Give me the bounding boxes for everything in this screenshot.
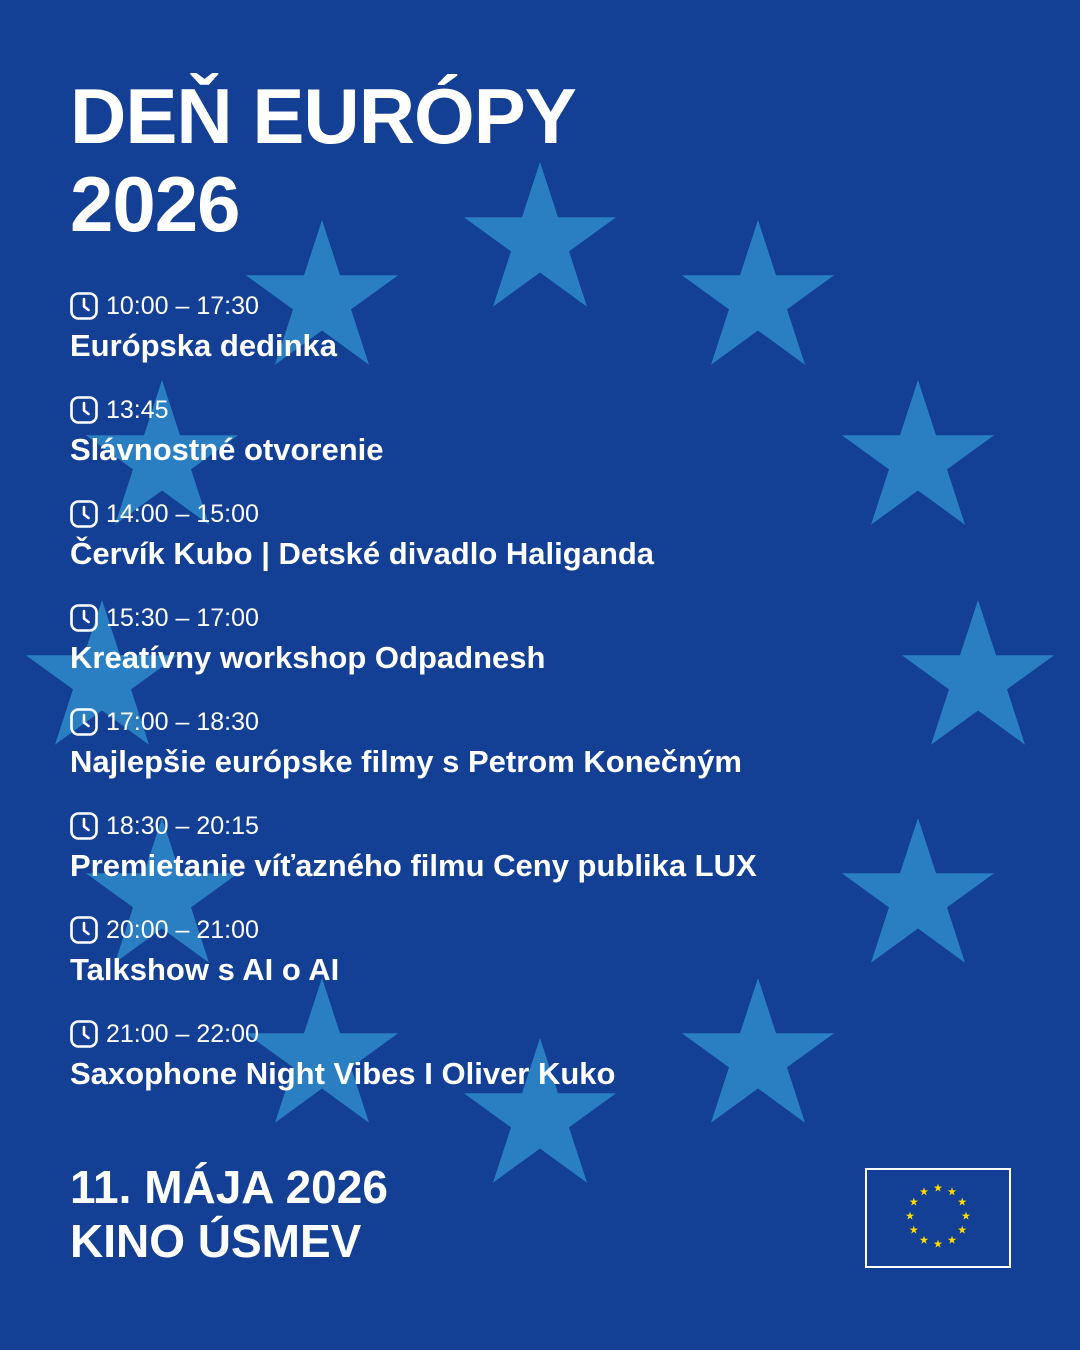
event-time: 21:00 – 22:00 — [106, 1020, 259, 1048]
eu-flag-icon — [865, 1168, 1011, 1268]
schedule-item — [70, 600, 1030, 704]
schedule-item — [70, 496, 1030, 600]
event-name: Saxophone Night Vibes I Oliver Kuko — [70, 1056, 616, 1091]
event-time: 13:45 — [106, 396, 169, 424]
schedule-item — [70, 808, 1030, 912]
clock-icon — [70, 604, 98, 632]
clock-icon — [70, 292, 98, 320]
event-name: Premietanie víťazného filmu Ceny publika LUX — [70, 848, 757, 883]
event-name: Kreatívny workshop Odpadnesh — [70, 640, 546, 675]
title-line-2: 2026 — [70, 160, 240, 248]
event-time: 17:00 – 18:30 — [106, 708, 259, 736]
clock-icon — [70, 708, 98, 736]
schedule-item — [70, 392, 1030, 496]
event-time-row — [70, 600, 1030, 636]
clock-icon — [70, 396, 98, 424]
event-venue: KINO ÚSMEV — [70, 1215, 362, 1267]
event-time-row — [70, 288, 1030, 324]
event-time-row — [70, 392, 1030, 428]
title-line-1: DEŇ EURÓPY — [70, 72, 576, 160]
event-time: 20:00 – 21:00 — [106, 916, 259, 944]
event-name: Najlepšie európske filmy s Petrom Konečným — [70, 744, 742, 779]
event-time-row — [70, 1016, 1030, 1052]
event-name: Európska dedinka — [70, 328, 338, 363]
event-name: Červík Kubo | Detské divadlo Haliganda — [70, 536, 655, 571]
event-time-row — [70, 912, 1030, 948]
event-date: 11. MÁJA 2026 — [70, 1161, 388, 1213]
event-time-row — [70, 704, 1030, 740]
clock-icon — [70, 916, 98, 944]
event-time: 14:00 – 15:00 — [106, 500, 259, 528]
event-time: 15:30 – 17:00 — [106, 604, 259, 632]
event-time: 10:00 – 17:30 — [106, 292, 259, 320]
schedule-item — [70, 1016, 1030, 1120]
event-name: Slávnostné otvorenie — [70, 432, 384, 467]
event-time-row — [70, 808, 1030, 844]
event-schedule — [70, 288, 1030, 1120]
page-title — [70, 72, 576, 248]
event-time-row — [70, 496, 1030, 532]
eu-flag-stars — [867, 1170, 1009, 1266]
schedule-item — [70, 704, 1030, 808]
clock-icon — [70, 1020, 98, 1048]
clock-icon — [70, 500, 98, 528]
schedule-item — [70, 288, 1030, 392]
clock-icon — [70, 812, 98, 840]
event-name: Talkshow s AI o AI — [70, 952, 340, 987]
event-details — [70, 1160, 388, 1268]
schedule-item — [70, 912, 1030, 1016]
event-time: 18:30 – 20:15 — [106, 812, 259, 840]
